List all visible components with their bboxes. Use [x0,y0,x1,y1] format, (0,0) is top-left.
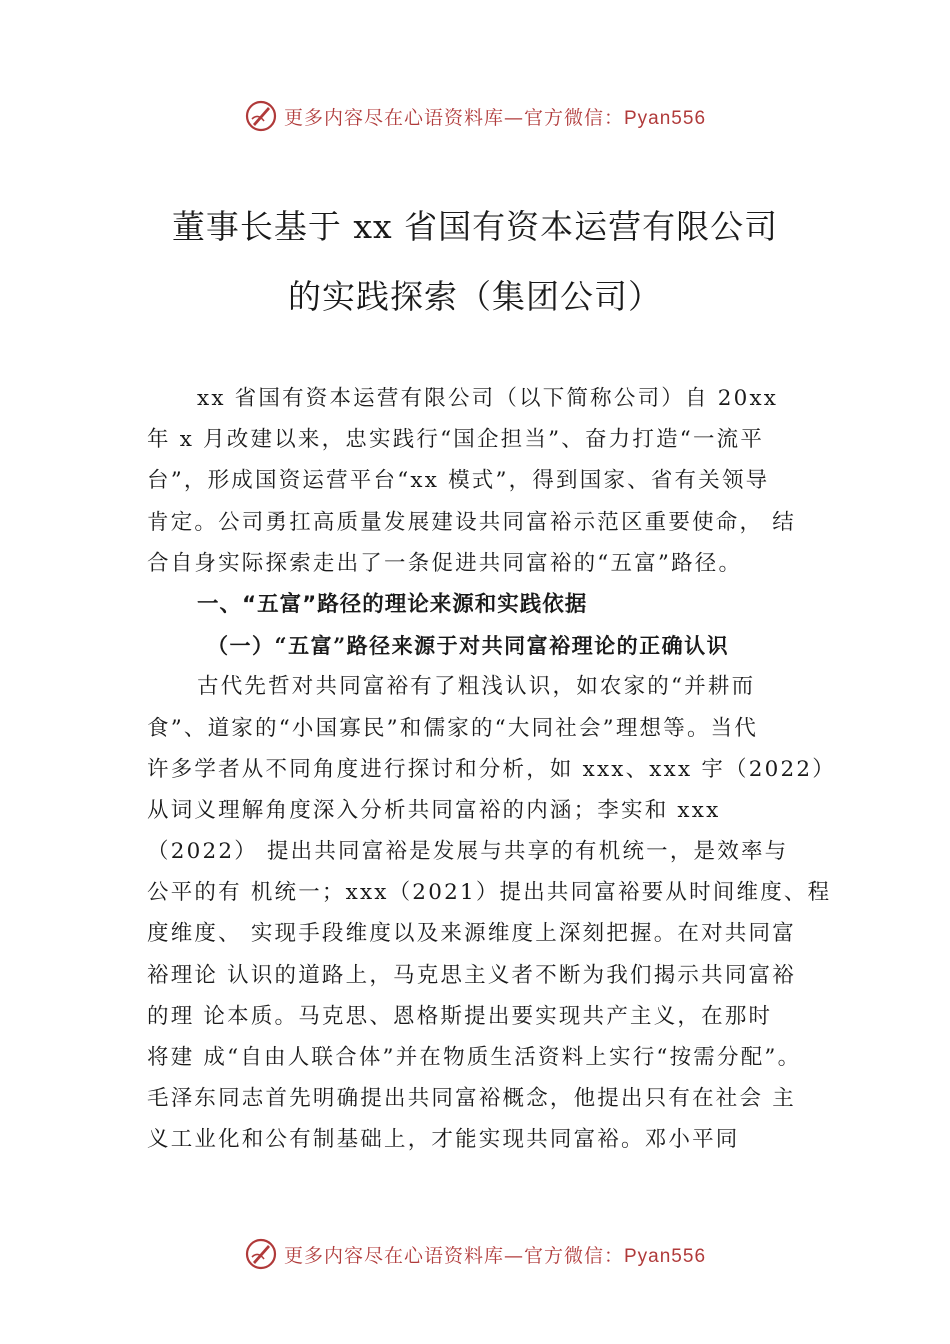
body-line: （2022） 提出共同富裕是发展与共享的有机统一，是效率与 [147,839,789,865]
document-title-line-1: 董事长基于 xx 省国有资本运营有限公司 [171,207,779,246]
wechat-id: Pyan556 [624,107,707,129]
document-title-line-2: 的实践探索（集团公司） [288,277,662,316]
banner-label: 更多内容尽在心语资料库—官方微信： [283,1244,624,1267]
body-line: 度维度、 实现手段维度以及来源维度上深刻把握。在对共同富 [147,921,796,947]
quill-seal-logo-icon [244,99,278,133]
section-heading-1: 一、“五富”路径的理论来源和实践依据 [197,591,588,617]
body-line: 年 x 月改建以来，忠实践行“国企担当”、奋力打造“一流平 [147,427,765,453]
body-line: 从词义理解角度深入分析共同富裕的内涵；李实和 xxx [147,797,721,823]
document-body [147,378,836,1161]
body-line: 食”、道家的“小国寡民”和儒家的“大同社会”理想等。当代 [147,715,759,741]
body-line: 许多学者从不同角度进行探讨和分析，如 xxx、xxx 宇（2022） [147,756,836,782]
body-line: 古代先哲对共同富裕有了粗浅认识，如农家的“并耕而 [197,674,756,700]
body-line: 肯定。公司勇扛高质量发展建设共同富裕示范区重要使命， 结 [147,509,796,535]
wechat-id: Pyan556 [624,1245,707,1267]
body-line: 台”，形成国资运营平台“xx 模式”，得到国家、省有关领导 [147,468,770,494]
body-line: 的理 论本质。马克思、恩格斯提出要实现共产主义，在那时 [147,1003,773,1029]
body-line: 裕理论 认识的道路上，马克思主义者不断为我们揭示共同富裕 [147,962,796,988]
banner-text [284,1241,706,1268]
body-line: 毛泽东同志首先明确提出共同富裕概念，他提出只有在社会 主 [147,1086,796,1112]
banner-label: 更多内容尽在心语资料库—官方微信： [283,106,624,129]
banner-text [284,103,706,130]
header-banner [0,96,950,136]
body-line: 合自身实际探索走出了一条促进共同富裕的“五富”路径。 [147,550,743,576]
body-line: 公平的有 机统一；xxx（2021）提出共同富裕要从时间维度、程 [147,880,832,906]
footer-banner [0,1234,950,1274]
body-line: 将建 成“自由人联合体”并在物质生活资料上实行“按需分配”。 [147,1045,802,1070]
subsection-heading-1: （一）“五富”路径来源于对共同富裕理论的正确认识 [207,633,730,659]
body-line: 义工业化和公有制基础上，才能实现共同富裕。邓小平同 [147,1127,740,1153]
quill-seal-logo-icon [244,1237,278,1271]
body-line: xx 省国有资本运营有限公司（以下简称公司）自 20xx [197,386,779,411]
